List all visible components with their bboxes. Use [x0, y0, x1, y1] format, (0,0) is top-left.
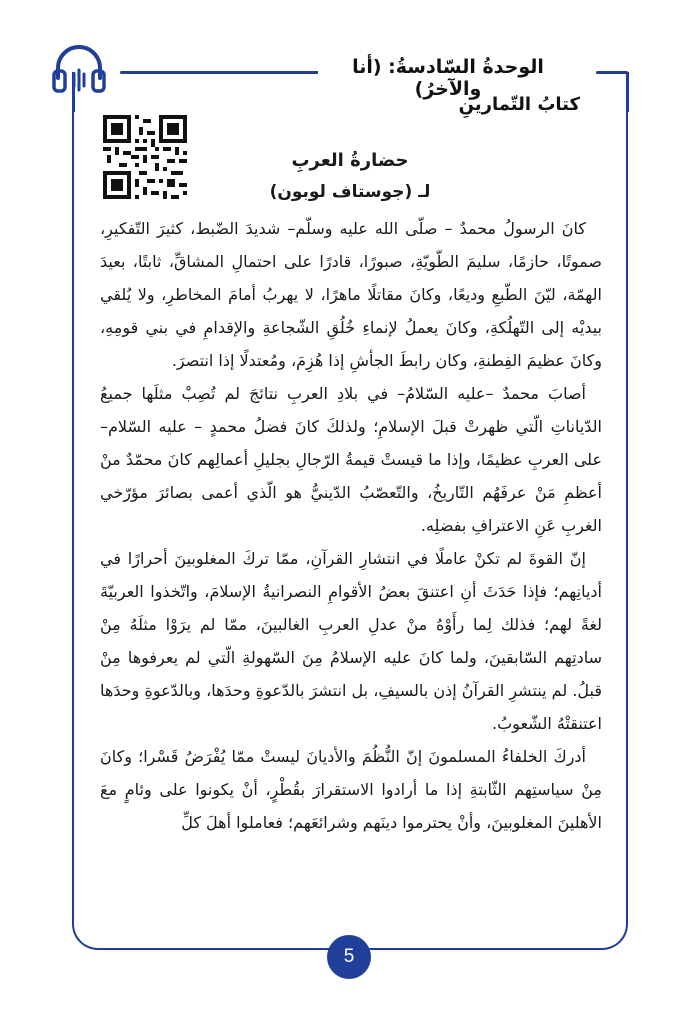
page-number: 5	[327, 935, 371, 979]
paragraph: أدركَ الخلفاءُ المسلمونَ إنّ النُّظُمَ والأديانَ ليستْ ممّا يُفْرَضُ قَسْرا؛ وكانَ مِنْ سياستِهم الثّابتةِ إذا ما أرادوا الاستقرارَ بقُطْرٍ، أنْ يكونوا على وئامٍ معَ الأهلينَ المغلوبينَ، وأنْ يحترموا دينَهم وشرائعَهم؛ فعاملوا أهلَ كلِّ	[100, 747, 602, 832]
body-text	[100, 212, 602, 839]
unit-title: الوحدةُ السّادسةُ: (أنا والآخرُ)	[318, 56, 578, 100]
paragraph: إنّ القوةَ لم تكنْ عاملًا في انتشارِ القرآنِ، ممّا تركَ المغلوبينَ أحرارًا في أديانِهم؛ فإذا حَدَثَ أنِ اعتنقَ بعضُ الأقوامِ النصرانيةُ الإسلامَ، واتّخذوا العربيّةَ لغةً لهم؛ فذلك لِما رأَوْهُ منْ عدلِ العربِ الغالبينَ، ممّا لم يرَوْا مثلَهُ مِنْ سادتِهم السّابقينَ، ولما كانَ عليه الإسلامُ مِنَ السّهولةِ الّتي لم يعرفوها مِنْ قبلُ. لم ينتشرِ القرآنُ إذن بالسيفِ، بل انتشرَ بالدّعوةِ وحدَها، وبالدّعوةِ وحدَها اعتنقتْهُ الشّعوبُ.	[100, 549, 602, 733]
paragraph: كانَ الرسولُ محمدٌ – صلّى الله عليه وسلّم– شديدَ الضّبط، كثيرَ التّفكيرِ، صموتًا، حازمًا، سليمَ الطّويّةِ، صبورًا، قادرًا على احتمالِ المشاقِّ، ثابتًا، بعيدَ الهمّة، ليّنَ الطّبعِ وديعًا، وكانَ مقاتلًا ماهرًا، لا يهربُ أمامَ المخاطرِ، ولا يُلقي بيديْه إلى التّهلُكةِ، وكانَ يعملُ لإنماءِ خُلُقِ الشّجاعةِ والإقدامِ في بني قومِهِ، وكانَ عظيمَ الفِطنةِ، وكان رابطَ الجأشِ إذا هُزِمَ، ومُعتدلًا إذا انتصرَ.	[100, 219, 602, 370]
paragraph: أصابَ محمدٌ –عليه السّلامُ– في بلادِ العربِ نتائجَ لم تُصِبْ مثلَها جميعُ الدّياناتِ الّتي ظهرتْ قبلَ الإسلامِ؛ ولذلكَ كانَ فضلُ محمدٍ – عليه السّلام– على العربِ عظيمًا، وإذا ما قيستْ قيمةُ الرّجالِ بجليلِ أعمالِهم كانَ محمّدٌ منْ أعظمِ مَنْ عرفَهُم التّاريخُ، والتّعصّبُ الدّينيُّ هو الّذي أعمى بصائرَ مؤرّخي الغربِ عَنِ الاعترافِ بفضلِه.	[100, 384, 602, 535]
text-author: لـ (جوستاف لوبون)	[269, 182, 431, 202]
text-title: حضارةُ العربِ	[291, 150, 409, 171]
book-title: كتابُ التّمارينِ	[458, 94, 580, 115]
